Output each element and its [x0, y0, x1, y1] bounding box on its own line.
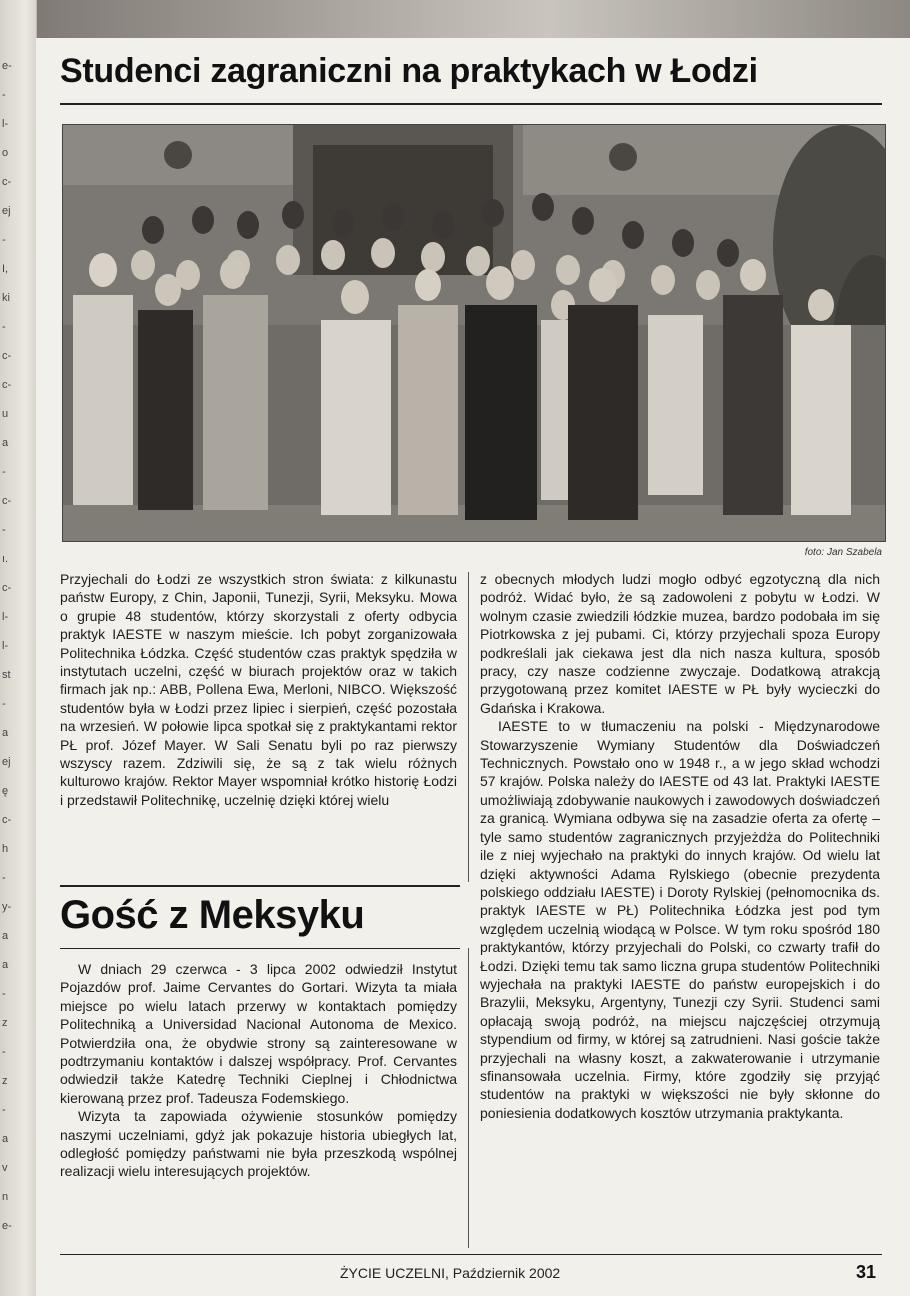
section-title: Gość z Meksyku [60, 893, 365, 937]
facing-page-fragment: l- [2, 118, 9, 130]
section-paragraph: Wizyta ta zapowiada ożywienie stosunków pomiędzy naszymi uczelniami, gdyż jak pokazuje historia ubiegłych lat, odległość pomiędzy państwami nie była przeszkodą wspólnej realizacji wielu interesujących projektów. [60, 1108, 457, 1180]
column-separator-bottom [468, 948, 469, 1248]
article-column-right [480, 570, 880, 1122]
facing-page-fragment: e- [2, 60, 12, 72]
facing-page-fragment: z [2, 1075, 8, 1087]
facing-page-fragment: u [2, 408, 9, 420]
facing-page-fragment: ę [2, 785, 9, 797]
facing-page-fragment: - [2, 524, 6, 536]
facing-page-fragment: a [2, 727, 9, 739]
section-paragraph: W dniach 29 czerwca - 3 lipca 2002 odwiedził Instytut Pojazdów prof. Jaime Cervantes do Gortari. Wizyta ta miała miejsce po wielu latach przerwy w kontaktach pomiędzy Politechniką a Universidad Nacional Autonoma de Mexico. Potwierdziła ona, że obydwie strony są zainteresowane w podtrzymaniu kontaktów i dalszej współpracy. Prof. Cervantes odwiedził także Katedrę Techniki Cieplnej i Chłodnictwa kierowaną przez prof. Tadeusza Fodemskiego. [60, 961, 457, 1106]
facing-page-fragment: - [2, 234, 6, 246]
facing-page-fragment: ej [2, 205, 11, 217]
facing-page-fragment: ej [2, 756, 11, 768]
facing-page-fragment: c- [2, 582, 12, 594]
facing-page-fragment: st [2, 669, 11, 681]
footer-rule [60, 1254, 882, 1255]
facing-page-fragment: I, [2, 263, 9, 275]
article-paragraph: Przyjechali do Łodzi ze wszystkich stron świata: z kilkunastu państw Europy, z Chin, Japonii, Tunezji, Syrii, Meksyku. Mowa o grupie 48 studentów, którzy skorzystali z oferty odbycia praktyk IAESTE w naszym mieście. Ich pobyt zorganizowała Politechnika Łódzka. Część studentów czas praktyk spędziła w instytutach uczelni, część w biurach projektów oraz w takich firmach jak np.: ABB, Pollena Ewa, Merloni, NIBCO. Większość studentów była w Łodzi przez lipiec i sierpień, część pozostała na wrzesień. W połowie lipca spotkał się z praktykantami rektor PŁ prof. Józef Mayer. W Sali Senatu byli po raz pierwszy wszyscy razem. Zdziwili się, że są z tak wielu różnych kulturowo krajów. Rektor Mayer wspomniał krótko historię Łodzi i przedstawił Politechnikę, uczelnię dzięki której wielu [60, 571, 457, 808]
article-headline: Studenci zagraniczni na praktykach w Łodzi [60, 52, 758, 90]
facing-page-fragment: - [2, 698, 6, 710]
headline-rule [60, 103, 882, 105]
facing-page-fragment: h [2, 843, 9, 855]
facing-page-fragment: l- [2, 611, 9, 623]
facing-page-fragment: y- [2, 901, 12, 913]
group-photo [62, 124, 886, 542]
article-paragraph: IAESTE to w tłumaczeniu na polski - Międzynarodowe Stowarzyszenie Wymiany Studentów dla Doświadczeń Technicznych. Powstało ono w 1948 r., a w jego skład wchodzi 57 krajów. Polska należy do IAESTE od 43 lat. Praktyki IAESTE umożliwiają zdobywanie naukowych i zawodowych doświadczeń za granicą. Wymiana odbywa się na zasadzie oferta za ofertę – tyle samo studentów zagranicznych przyjeżdża do Politechniki ile z niej wyjechało na praktyki do innych krajów. Od wielu lat dzięki aktywności Adama Rylskiego (obecnie prezydenta polskiego oddziału IAESTE) i Doroty Rylskiej (pełnomocnika ds. praktyk IAESTE w PŁ) Politechnika Łódzka jest pod tym względem uczelnią wiodącą w Polsce. W tym roku spośród 180 praktykantów, którzy przyjechali do Polski, co czwarty trafił do Łodzi. Dzięki temu tak samo liczna grupa studentów Politechniki wyjechała na praktyki IAESTE do państw europejskich i do Brazylii, Meksyku, Argentyny, Tunezji czy Syrii. Studenci sami opłacają swoją podróż, na miejscu najczęściej otrzymują stypendium od firmy, w której są zatrudnieni. Nasi goście także przyjechali na własny koszt, a zakwaterowanie i utrzymanie sfinansowała uczelnia. Firmy, które zgodziły się przyjąć studentów na praktyki w większości nie były skłonne do poniesienia dodatkowych kosztów utrzymania praktykanta. [480, 718, 880, 1121]
facing-page-fragment: v [2, 1162, 8, 1174]
facing-page-fragment: a [2, 437, 9, 449]
facing-page-fragment: a [2, 1133, 9, 1145]
facing-page-fragment: ı. [2, 553, 9, 565]
facing-page-bleed-left [0, 0, 37, 1296]
article-column-left [60, 570, 457, 809]
facing-page-fragment: - [2, 321, 6, 333]
facing-page-fragment: - [2, 988, 6, 1000]
footer-magazine-issue: ŻYCIE UCZELNI, Październik 2002 [340, 1265, 561, 1281]
facing-page-fragment: - [2, 89, 6, 101]
facing-page-fragment: c- [2, 495, 12, 507]
column-separator-top [468, 572, 469, 882]
facing-page-fragment: a [2, 930, 9, 942]
facing-page-fragment: z [2, 1017, 8, 1029]
facing-page-fragment: c- [2, 814, 12, 826]
facing-page-fragment: o [2, 147, 9, 159]
group-photo-illustration [63, 125, 885, 541]
section-rule-bottom [60, 948, 460, 949]
facing-page-fragment: - [2, 466, 6, 478]
facing-page-fragment: c- [2, 176, 12, 188]
facing-page-fragment: ki [2, 292, 10, 304]
facing-page-fragment: e- [2, 1220, 12, 1232]
section-rule-top [60, 885, 460, 887]
facing-page-fragment: c- [2, 379, 12, 391]
facing-page-fragment: - [2, 1104, 6, 1116]
facing-page-fragment: a [2, 959, 9, 971]
article-paragraph: z obecnych młodych ludzi mogło odbyć egzotyczną dla nich podróż. Widać było, że są zadowoleni z pobytu w Łodzi. W wolnym czasie zwiedzili łódzkie muzea, bardzo podobała im się Piotrkowska z jej pubami. Ci, którzy przyjechali spoza Europy podkreślali jak ciekawa jest dla nich nasza kultura, sposób pracy, czy nasze codzienne zwyczaje. Dodatkową atrakcją przygotowaną przez komitet IAESTE w PŁ były wycieczki do Gdańska i Krakowa. [480, 571, 880, 716]
facing-page-fragment: l- [2, 640, 9, 652]
facing-page-fragment: n [2, 1191, 9, 1203]
page-number: 31 [856, 1262, 877, 1282]
facing-page-fragment: c- [2, 350, 12, 362]
photo-credit: foto: Jan Szabela [804, 547, 882, 558]
facing-page-bleed-top [0, 0, 910, 40]
section-column [60, 960, 457, 1181]
facing-page-fragment: - [2, 872, 6, 884]
facing-page-fragment: - [2, 1046, 6, 1058]
